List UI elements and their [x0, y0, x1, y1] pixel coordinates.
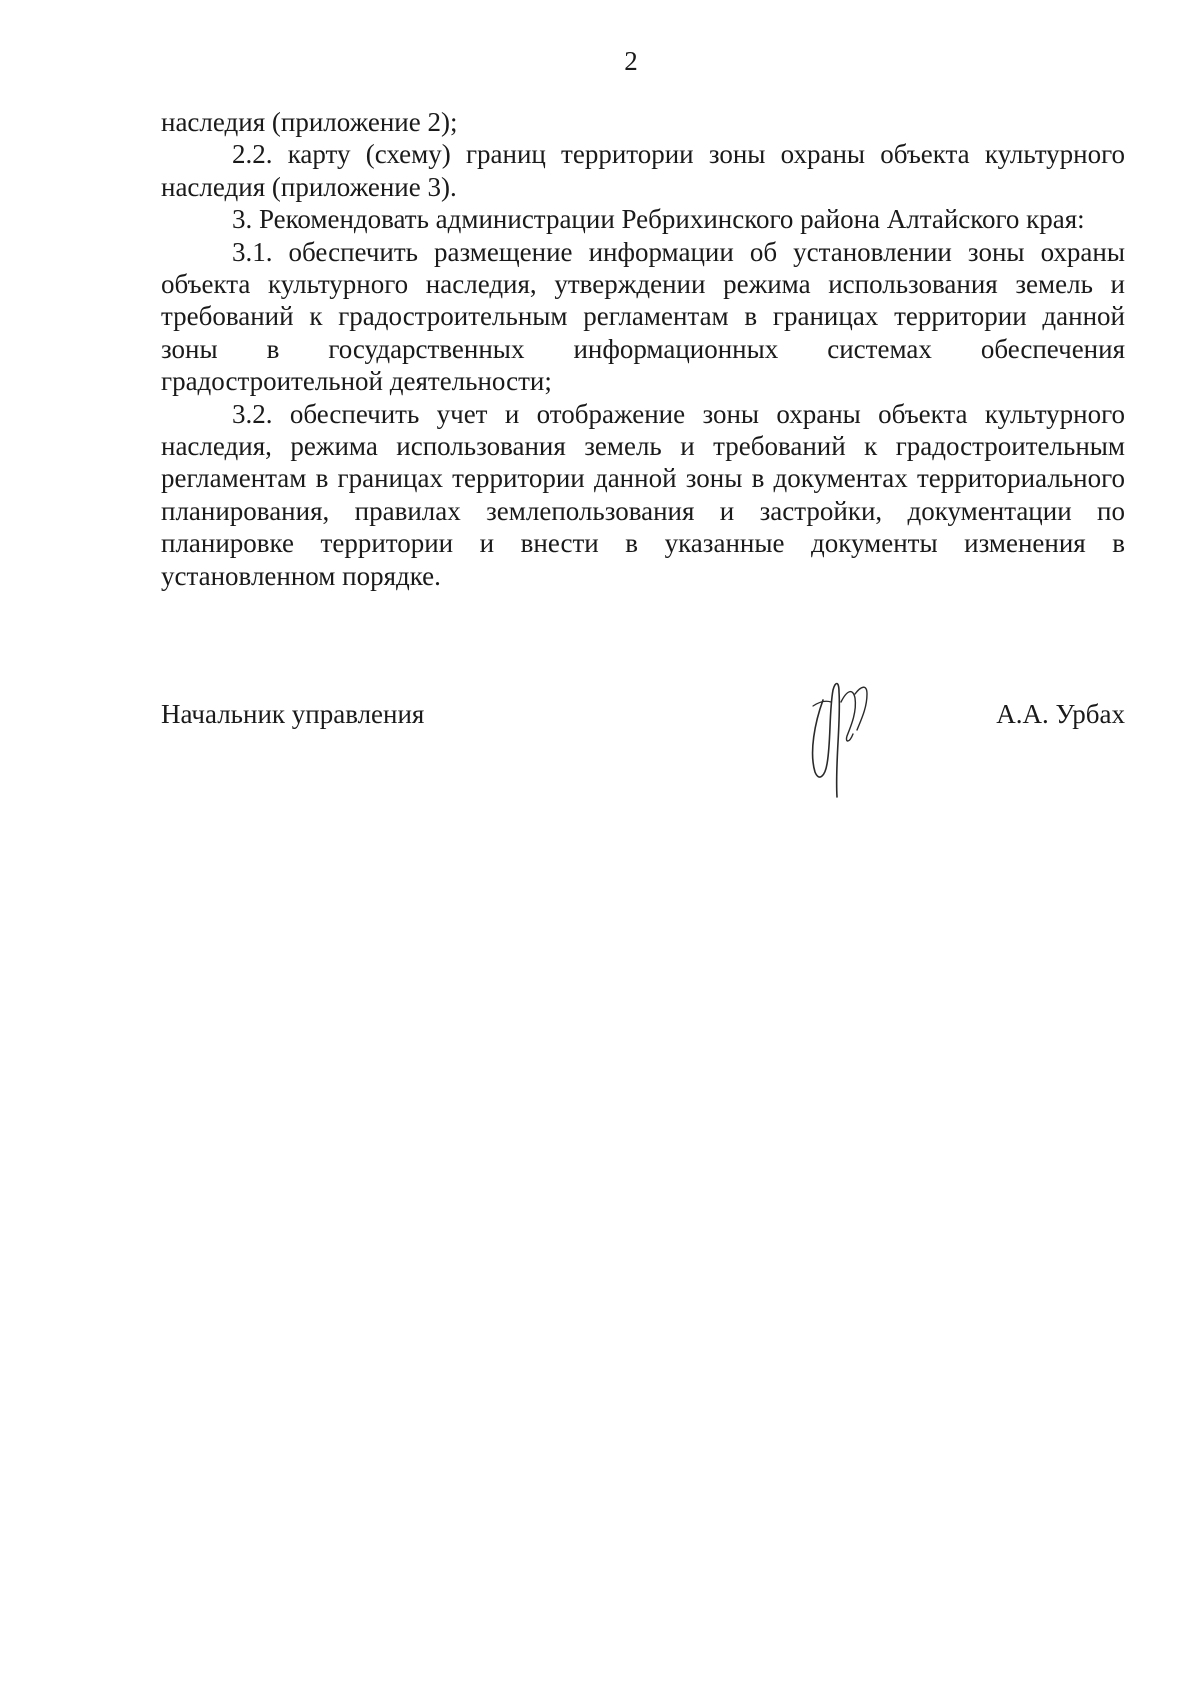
paragraph-3-1: 3.1. обеспечить размещение информации об установлении зоны охраны объекта культурного наследия, утверждении режима использования земель и требований к градостроительным регламентам в границах территории данной зоны в государственных информационных системах обеспечения градостроительной деятельности; — [161, 236, 1125, 397]
paragraph-continuation: наследия (приложение 2); — [161, 107, 458, 137]
page-number: 2 — [624, 46, 638, 76]
paragraph-2-2: 2.2. карту (схему) границ территории зоны охраны объекта культурного наследия (приложение 3). — [161, 139, 1125, 202]
paragraph-3: 3. Рекомендовать администрации Ребрихинского района Алтайского края: — [232, 204, 1085, 235]
paragraph-3-2: 3.2. обеспечить учет и отображение зоны охраны объекта культурного наследия, режима использования земель и требований к градостроительным регламентам в границах территории данной зоны в документах территориального планирования, правилах землепользования и застройки, документации по планировке территории и внести в указанные документы изменения в установленном порядке. — [161, 398, 1125, 591]
signer-title: Начальник управления — [161, 699, 425, 729]
handwritten-signature-icon — [805, 672, 875, 812]
signer-name: А.А. Урбах — [996, 699, 1125, 729]
document-body — [161, 106, 1125, 592]
